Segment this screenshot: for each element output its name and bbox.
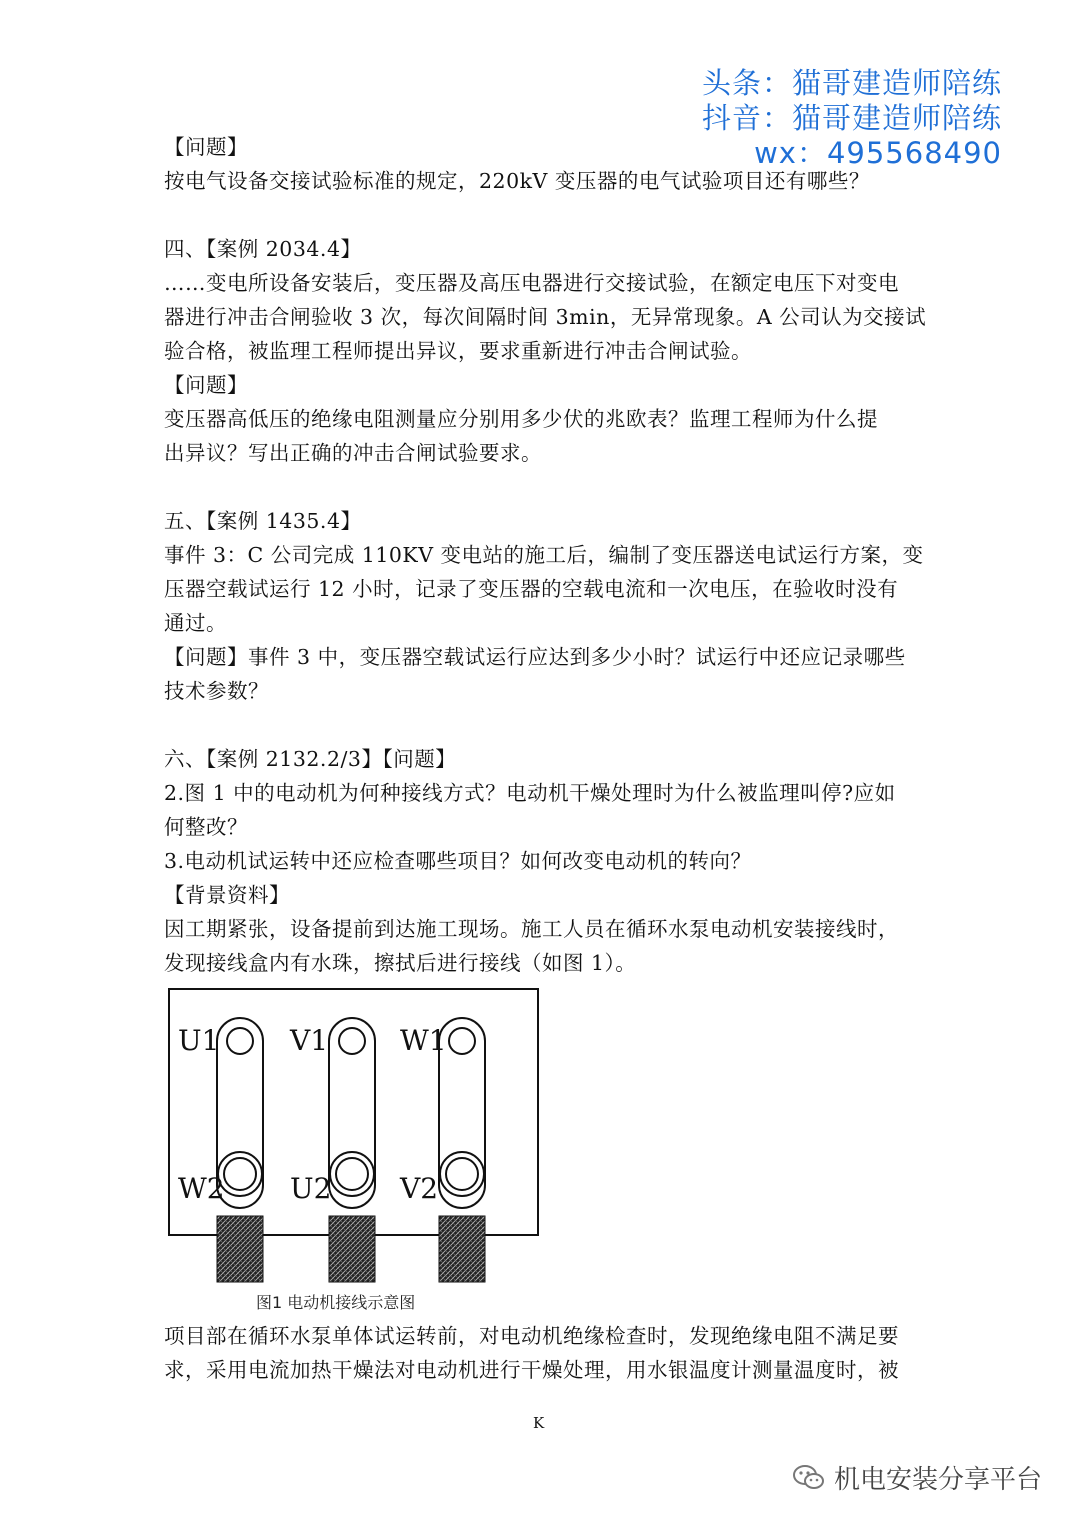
terminal-label-top: W1: [400, 1024, 447, 1057]
text-line: 【问题】: [164, 135, 248, 159]
terminal-label-bottom: U2: [290, 1172, 332, 1205]
terminal-label-bottom: V2: [400, 1172, 439, 1205]
brand-name: 机电安装分享平台: [833, 1465, 1042, 1495]
terminal-strip: [439, 1018, 485, 1282]
figure-caption: 图1 电动机接线示意图: [256, 1293, 416, 1312]
paragraph-gap: [164, 198, 924, 232]
terminal-strip: [217, 1018, 263, 1282]
text-line: 四、【案例 2034.4】: [164, 237, 362, 261]
text-line: 3.电动机试运转中还应检查哪些项目？如何改变电动机的转向？: [164, 849, 752, 873]
text-line: 【问题】事件 3 中，变压器空载试运行应达到多少小时？试运行中还应记录哪些: [164, 645, 906, 669]
watermark-line-wx: wx：495568490: [754, 136, 1002, 170]
text-line: 发现接线盒内有水珠，擦拭后进行接线（如图 1）。: [164, 951, 637, 975]
terminal-label-top: V1: [290, 1024, 329, 1057]
terminal-hole: [227, 1028, 253, 1054]
terminal-hole: [339, 1028, 365, 1054]
brand-footer: [792, 1459, 1042, 1496]
text-line: 求，采用电流加热干燥法对电动机进行干燥处理，用水银温度计测量温度时，被: [164, 1358, 899, 1382]
text-line: 2.图 1 中的电动机为何种接线方式？电动机干燥处理时为什么被监理叫停?应如: [164, 781, 896, 805]
terminal-nut: [336, 1158, 368, 1190]
page-number: K: [533, 1414, 545, 1432]
text-line: 验合格，被监理工程师提出异议，要求重新进行冲击合闸试验。: [164, 339, 752, 363]
text-line: 【问题】: [164, 373, 248, 397]
document-body: [164, 130, 927, 980]
text-line: 变压器高低压的绝缘电阻测量应分别用多少伏的兆欧表？监理工程师为什么提: [164, 407, 878, 431]
text-line: 按电气设备交接试验标准的规定，220kV 变压器的电气试验项目还有哪些？: [164, 169, 870, 193]
text-line: 六、【案例 2132.2/3】【问题】: [164, 747, 457, 771]
text-line: 因工期紧张，设备提前到达施工现场。施工人员在循环水泵电动机安装接线时，: [164, 917, 899, 941]
cable-lead: [217, 1216, 263, 1282]
text-line: 通过。: [164, 611, 227, 635]
text-line: 【背景资料】: [164, 883, 290, 907]
terminal-nut: [224, 1158, 256, 1190]
terminal-hole: [449, 1028, 475, 1054]
paragraph-gap: [164, 708, 924, 742]
paragraph-gap: [164, 470, 924, 504]
text-line: 压器空载试运行 12 小时，记录了变压器的空载电流和一次电压，在验收时没有: [164, 577, 899, 601]
wechat-icon: [792, 1463, 826, 1493]
text-line: 五、【案例 1435.4】: [164, 509, 362, 533]
document-tail: [164, 1319, 924, 1387]
terminal-strip: [329, 1018, 375, 1282]
terminal-nut: [446, 1158, 478, 1190]
cable-lead: [329, 1216, 375, 1282]
text-line: 器进行冲击合闸验收 3 次，每次间隔时间 3min，无异常现象。A 公司认为交接试: [164, 305, 927, 329]
motor-wiring-diagram: [168, 988, 540, 1290]
terminal-label-top: U1: [178, 1024, 220, 1057]
text-line: 技术参数？: [164, 679, 269, 703]
text-line: ……变电所设备安装后，变压器及高压电器进行交接试验，在额定电压下对变电: [164, 271, 899, 295]
watermark-line-toutiao: 头条：猫哥建造师陪练: [701, 66, 1002, 100]
text-line: 出异议？写出正确的冲击合闸试验要求。: [164, 441, 542, 465]
text-line: 项目部在循环水泵单体试运转前，对电动机绝缘检查时，发现绝缘电阻不满足要: [164, 1324, 899, 1348]
watermark-line-douyin: 抖音：猫哥建造师陪练: [701, 101, 1002, 135]
text-line: 何整改？: [164, 815, 248, 839]
terminal-label-bottom: W2: [178, 1172, 225, 1205]
text-line: 事件 3：C 公司完成 110KV 变电站的施工后，编制了变压器送电试运行方案，变: [164, 543, 924, 567]
cable-lead: [439, 1216, 485, 1282]
